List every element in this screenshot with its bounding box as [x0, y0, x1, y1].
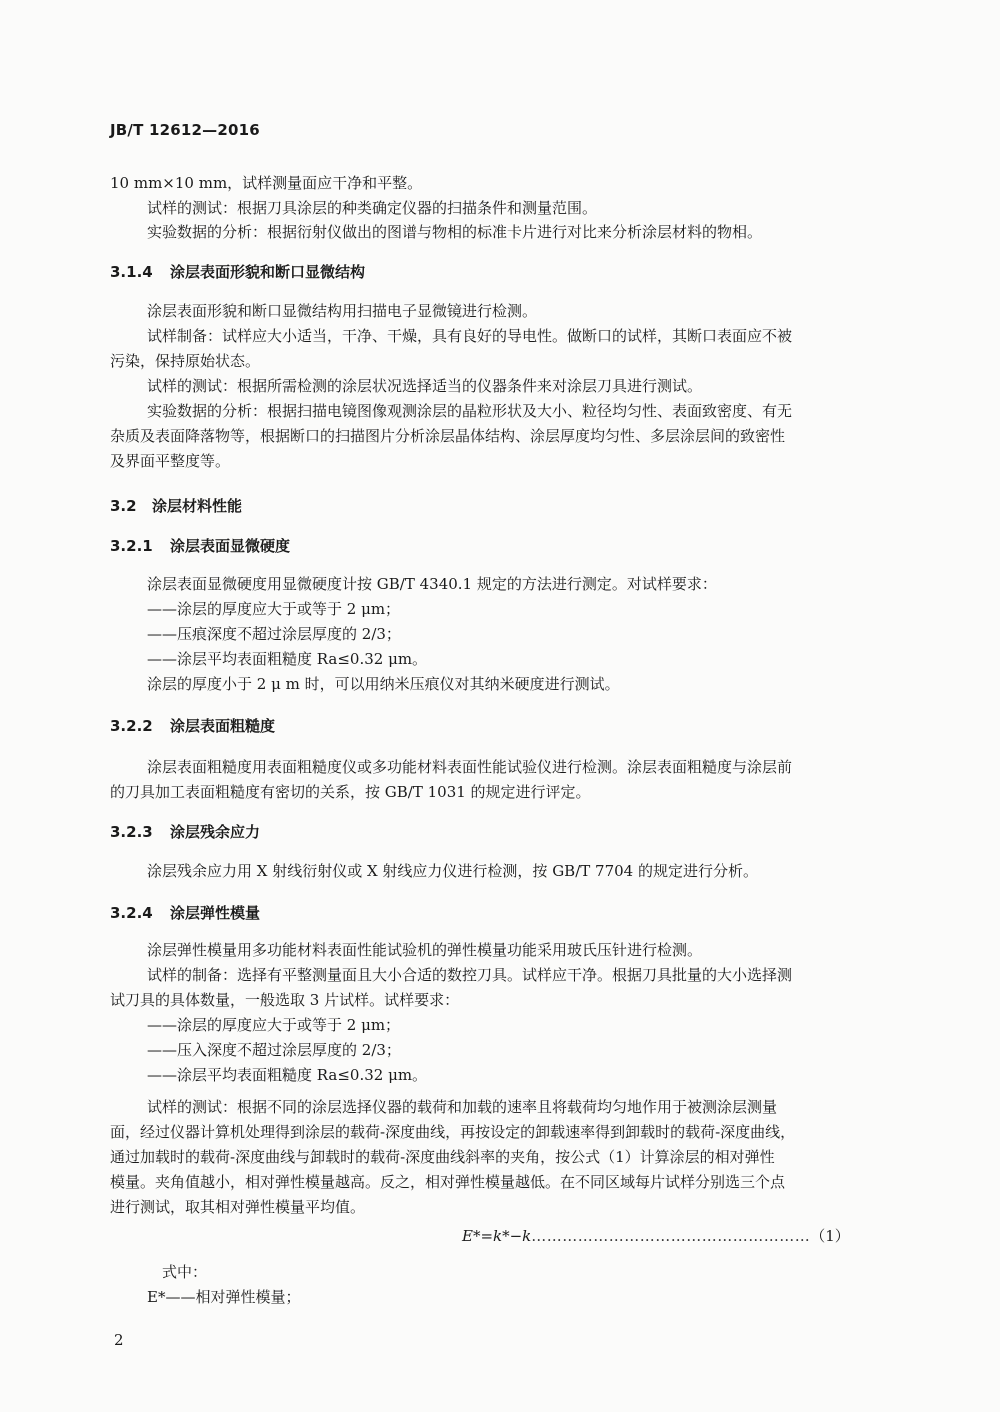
paragraph-line: 通过加载时的载荷-深度曲线与卸载时的载荷-深度曲线斜率的夹角，按公式（1）计算涂层的相对弹性	[110, 1148, 775, 1166]
paragraph-line: 及界面平整度等。	[110, 452, 231, 470]
paragraph-line: 模量。夹角值越小，相对弹性模量越高。反之，相对弹性模量越低。在不同区域每片试样分别选三个点	[110, 1173, 786, 1191]
section-number: 3.2.3	[110, 823, 153, 841]
list-item: ——压入深度不超过涂层厚度的 2/3；	[147, 1041, 401, 1059]
paragraph-line: 涂层弹性模量用多功能材料表面性能试验机的弹性模量功能采用玻氏压针进行检测。	[147, 941, 703, 959]
formula-number: （1）	[810, 1227, 850, 1245]
list-item: ——涂层的厚度应大于或等于 2 μm；	[147, 600, 401, 618]
paragraph-line: 涂层表面形貌和断口显微结构用扫描电子显微镜进行检测。	[147, 302, 538, 320]
section-number: 3.2	[110, 497, 137, 515]
list-item: ——涂层平均表面粗糙度 Ra≤0.32 μm。	[147, 650, 428, 668]
list-item: ——涂层平均表面粗糙度 Ra≤0.32 μm。	[147, 1066, 428, 1084]
variable-definition: E*——相对弹性模量；	[147, 1288, 301, 1306]
section-number: 3.1.4	[110, 263, 153, 281]
paragraph-line: 试刀具的具体数量，一般选取 3 片试样。试样要求：	[110, 991, 460, 1009]
section-heading-3-2-3	[110, 822, 260, 842]
paragraph-line: 涂层表面粗糙度用表面粗糙度仪或多功能材料表面性能试验仪进行检测。涂层表面粗糙度与涂层前	[147, 758, 793, 776]
formula-expression: E*=k*−k	[462, 1227, 532, 1245]
paragraph-line: 涂层表面显微硬度用显微硬度计按 GB/T 4340.1 规定的方法进行测定。对试样要求：	[147, 575, 717, 593]
paragraph-line: 面，经过仪器计算机处理得到涂层的载荷-深度曲线，再按设定的卸载速率得到卸载时的载荷-深度曲线，	[110, 1123, 796, 1141]
section-heading-3-2-2	[110, 716, 275, 736]
paragraph-line: 进行测试，取其相对弹性模量平均值。	[110, 1198, 366, 1216]
section-heading-3-1-4	[110, 262, 365, 282]
section-number: 3.2.4	[110, 904, 153, 922]
list-item: ——压痕深度不超过涂层厚度的 2/3；	[147, 625, 401, 643]
section-title: 涂层材料性能	[152, 497, 243, 515]
paragraph-line: 试样的制备：选择有平整测量面且大小合适的数控刀具。试样应干净。根据刀具批量的大小选择测	[147, 966, 793, 984]
formula-leader-dots: ………………………………………………	[531, 1227, 811, 1245]
list-item: ——涂层的厚度应大于或等于 2 μm；	[147, 1016, 401, 1034]
paragraph-line: 污染，保持原始状态。	[110, 352, 261, 370]
paragraph-line: 实验数据的分析：根据扫描电镜图像观测涂层的晶粒形状及大小、粒径均匀性、表面致密度、有无	[147, 402, 793, 420]
paragraph-line: 10 mm×10 mm，试样测量面应干净和平整。	[110, 174, 423, 192]
section-title: 涂层表面形貌和断口显微结构	[170, 263, 366, 281]
paragraph-line: 试样的测试：根据不同的涂层选择仪器的载荷和加载的速率且将载荷均匀地作用于被测涂层测量	[147, 1098, 778, 1116]
paragraph-line: 试样制备：试样应大小适当，干净、干燥，具有良好的导电性。做断口的试样，其断口表面应不被	[147, 327, 793, 345]
section-number: 3.2.2	[110, 717, 153, 735]
paragraph-line: 杂质及表面降落物等，根据断口的扫描图片分析涂层晶体结构、涂层厚度均匀性、多层涂层间的致密性	[110, 427, 786, 445]
document-code: JB/T 12612—2016	[110, 121, 260, 139]
section-heading-3-2	[110, 496, 242, 516]
paragraph-line: 试样的测试：根据刀具涂层的种类确定仪器的扫描条件和测量范围。	[147, 199, 598, 217]
section-heading-3-2-4	[110, 903, 260, 923]
section-title: 涂层表面显微硬度	[170, 537, 291, 555]
section-title: 涂层残余应力	[170, 823, 261, 841]
paragraph-line: 实验数据的分析：根据衍射仪做出的图谱与物相的标准卡片进行对比来分析涂层材料的物相。	[147, 223, 763, 241]
paragraph-line: 涂层的厚度小于 2 μ m 时，可以用纳米压痕仪对其纳米硬度进行测试。	[147, 675, 620, 693]
page-number: 2	[114, 1331, 124, 1349]
section-title: 涂层表面粗糙度	[170, 717, 276, 735]
paragraph-line: 的刀具加工表面粗糙度有密切的关系，按 GB/T 1031 的规定进行评定。	[110, 783, 591, 801]
where-label: 式中：	[162, 1263, 208, 1281]
section-title: 涂层弹性模量	[170, 904, 261, 922]
section-number: 3.2.1	[110, 537, 153, 555]
section-heading-3-2-1	[110, 536, 290, 556]
formula-1	[462, 1226, 892, 1246]
paragraph-line: 试样的测试：根据所需检测的涂层状况选择适当的仪器条件来对涂层刀具进行测试。	[147, 377, 703, 395]
paragraph-line: 涂层残余应力用 X 射线衍射仪或 X 射线应力仪进行检测，按 GB/T 7704 的规定进行分析。	[147, 862, 758, 880]
